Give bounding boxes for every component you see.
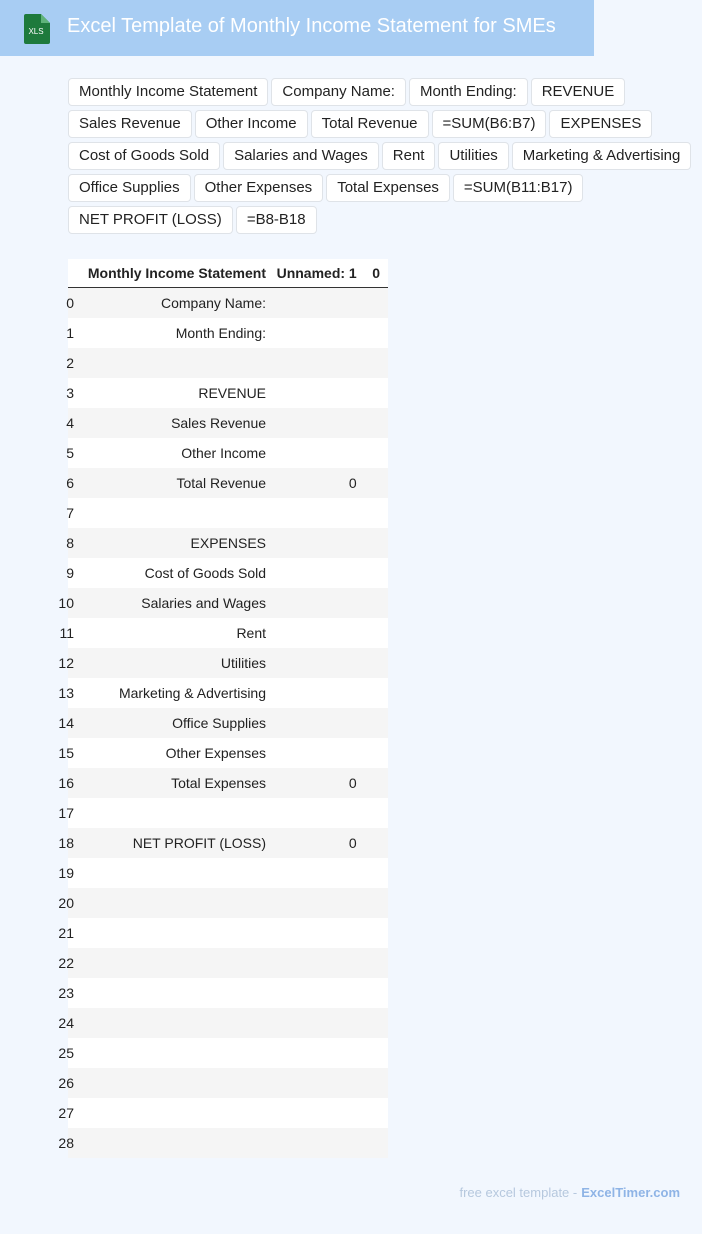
row-value-zero [363, 318, 388, 348]
row-value-zero [363, 918, 388, 948]
row-label: NET PROFIT (LOSS) [74, 828, 272, 858]
excel-file-icon [22, 14, 50, 44]
table-row [68, 378, 388, 408]
row-index: 25 [68, 1038, 74, 1068]
table-row [68, 678, 388, 708]
row-value-zero [363, 408, 388, 438]
row-value-unnamed-1 [272, 948, 363, 978]
row-value-unnamed-1 [272, 498, 363, 528]
tag-item[interactable]: Other Income [195, 110, 308, 138]
table-row [68, 1098, 388, 1128]
column-header-unnamed-1: Unnamed: 1 [272, 259, 363, 288]
row-index: 4 [68, 408, 74, 438]
tag-item[interactable]: Total Revenue [311, 110, 429, 138]
tag-item[interactable]: Marketing & Advertising [512, 142, 692, 170]
page-title: Excel Template of Monthly Income Statement for SMEs [67, 15, 556, 37]
row-label: Marketing & Advertising [74, 678, 272, 708]
row-index: 5 [68, 438, 74, 468]
row-value-zero [363, 978, 388, 1008]
row-value-unnamed-1: 0 [272, 768, 363, 798]
row-label: Other Income [74, 438, 272, 468]
table-row [68, 918, 388, 948]
row-label [74, 858, 272, 888]
row-index: 18 [68, 828, 74, 858]
row-index: 26 [68, 1068, 74, 1098]
row-label: Month Ending: [74, 318, 272, 348]
row-index: 7 [68, 498, 74, 528]
row-label: Total Revenue [74, 468, 272, 498]
row-value-unnamed-1 [272, 1008, 363, 1038]
row-value-unnamed-1 [272, 378, 363, 408]
row-label: Other Expenses [74, 738, 272, 768]
table-row [68, 318, 388, 348]
row-index: 3 [68, 378, 74, 408]
row-index: 9 [68, 558, 74, 588]
table-row [68, 738, 388, 768]
row-value-unnamed-1 [272, 708, 363, 738]
table-row [68, 1008, 388, 1038]
row-index: 2 [68, 348, 74, 378]
row-value-zero [363, 858, 388, 888]
row-value-zero [363, 1008, 388, 1038]
row-label [74, 1008, 272, 1038]
row-value-unnamed-1 [272, 348, 363, 378]
row-label: Company Name: [74, 288, 272, 319]
row-value-unnamed-1 [272, 738, 363, 768]
row-label: Sales Revenue [74, 408, 272, 438]
row-value-zero [363, 1068, 388, 1098]
footer-text: free excel template - [459, 1185, 578, 1200]
table-row [68, 348, 388, 378]
row-value-zero [363, 648, 388, 678]
row-index: 24 [68, 1008, 74, 1038]
tag-item[interactable]: Rent [382, 142, 436, 170]
row-index: 13 [68, 678, 74, 708]
row-value-zero [363, 1098, 388, 1128]
row-index: 20 [68, 888, 74, 918]
row-value-unnamed-1 [272, 1038, 363, 1068]
table-header-row [68, 259, 388, 288]
tag-item[interactable]: Monthly Income Statement [68, 78, 268, 106]
row-value-unnamed-1 [272, 408, 363, 438]
row-value-unnamed-1 [272, 648, 363, 678]
row-index: 19 [68, 858, 74, 888]
row-label: Office Supplies [74, 708, 272, 738]
tag-item[interactable]: REVENUE [531, 78, 626, 106]
table-row [68, 1038, 388, 1068]
table-row [68, 948, 388, 978]
row-value-zero [363, 618, 388, 648]
tag-item[interactable]: Utilities [438, 142, 508, 170]
tag-item[interactable]: Salaries and Wages [223, 142, 379, 170]
row-value-unnamed-1 [272, 798, 363, 828]
row-value-unnamed-1 [272, 978, 363, 1008]
row-index: 0 [68, 288, 74, 319]
table-row [68, 648, 388, 678]
row-index: 22 [68, 948, 74, 978]
row-value-zero [363, 1038, 388, 1068]
row-value-zero [363, 768, 388, 798]
table-row [68, 498, 388, 528]
tag-item[interactable]: =B8-B18 [236, 206, 317, 234]
row-value-zero [363, 888, 388, 918]
row-value-zero [363, 558, 388, 588]
table-row [68, 558, 388, 588]
row-label [74, 798, 272, 828]
row-index: 8 [68, 528, 74, 558]
tag-item[interactable]: Total Expenses [326, 174, 450, 202]
row-label [74, 888, 272, 918]
row-value-unnamed-1 [272, 888, 363, 918]
row-index: 27 [68, 1098, 74, 1128]
row-value-unnamed-1 [272, 1068, 363, 1098]
row-label [74, 1098, 272, 1128]
column-header-statement: Monthly Income Statement [74, 259, 272, 288]
row-value-unnamed-1 [272, 318, 363, 348]
table-row [68, 978, 388, 1008]
table-row [68, 798, 388, 828]
table-row [68, 768, 388, 798]
row-value-zero [363, 708, 388, 738]
row-value-unnamed-1 [272, 1098, 363, 1128]
row-label [74, 1068, 272, 1098]
table-row [68, 858, 388, 888]
row-label [74, 1038, 272, 1068]
row-label: Rent [74, 618, 272, 648]
row-index: 12 [68, 648, 74, 678]
row-value-unnamed-1 [272, 918, 363, 948]
row-value-zero [363, 588, 388, 618]
row-label [74, 948, 272, 978]
table-row [68, 888, 388, 918]
row-value-zero [363, 378, 388, 408]
table-row [68, 618, 388, 648]
row-label: Salaries and Wages [74, 588, 272, 618]
row-label [74, 348, 272, 378]
row-value-unnamed-1 [272, 588, 363, 618]
data-table [58, 259, 388, 1158]
row-value-unnamed-1 [272, 558, 363, 588]
row-index: 21 [68, 918, 74, 948]
tag-item[interactable]: =SUM(B6:B7) [432, 110, 547, 138]
table-row [68, 828, 388, 858]
row-label: Total Expenses [74, 768, 272, 798]
svg-text:XLS: XLS [28, 27, 44, 36]
tag-item[interactable]: =SUM(B11:B17) [453, 174, 584, 202]
table-row [68, 288, 388, 319]
row-index: 23 [68, 978, 74, 1008]
row-value-zero [363, 738, 388, 768]
page-header [0, 0, 594, 56]
row-label: Cost of Goods Sold [74, 558, 272, 588]
row-value-zero [363, 528, 388, 558]
row-value-zero [363, 468, 388, 498]
table-row [68, 438, 388, 468]
row-value-zero [363, 438, 388, 468]
row-label: EXPENSES [74, 528, 272, 558]
row-index: 6 [68, 468, 74, 498]
table-row [68, 588, 388, 618]
row-value-unnamed-1 [272, 618, 363, 648]
row-value-zero [363, 948, 388, 978]
row-value-unnamed-1 [272, 678, 363, 708]
tag-item[interactable]: Company Name: [271, 78, 406, 106]
row-value-zero [363, 288, 388, 319]
tag-item[interactable]: NET PROFIT (LOSS) [68, 206, 233, 234]
row-index: 17 [68, 798, 74, 828]
footer [459, 1185, 680, 1200]
row-value-zero [363, 798, 388, 828]
row-value-unnamed-1 [272, 288, 363, 319]
row-label [74, 498, 272, 528]
row-index: 14 [68, 708, 74, 738]
row-index: 11 [68, 618, 74, 648]
row-value-zero [363, 828, 388, 858]
tag-item[interactable]: EXPENSES [549, 110, 652, 138]
footer-brand-link[interactable]: ExcelTimer.com [581, 1185, 680, 1200]
table-row [68, 1068, 388, 1098]
row-value-unnamed-1 [272, 1128, 363, 1158]
row-value-unnamed-1 [272, 858, 363, 888]
column-header-zero: 0 [363, 259, 388, 288]
row-value-zero [363, 678, 388, 708]
row-value-unnamed-1: 0 [272, 468, 363, 498]
table-row [68, 708, 388, 738]
row-label: Utilities [74, 648, 272, 678]
row-label: REVENUE [74, 378, 272, 408]
row-value-zero [363, 348, 388, 378]
row-value-zero [363, 1128, 388, 1158]
row-index: 28 [68, 1128, 74, 1158]
tag-item[interactable]: Office Supplies [68, 174, 191, 202]
row-index: 1 [68, 318, 74, 348]
row-value-unnamed-1: 0 [272, 828, 363, 858]
row-label [74, 1128, 272, 1158]
row-label [74, 978, 272, 1008]
row-index: 10 [68, 588, 74, 618]
tag-item[interactable]: Other Expenses [194, 174, 324, 202]
tag-item[interactable]: Sales Revenue [68, 110, 192, 138]
row-label [74, 918, 272, 948]
tag-list [68, 78, 692, 234]
table-row [68, 528, 388, 558]
table-row [68, 408, 388, 438]
row-value-zero [363, 498, 388, 528]
row-index: 15 [68, 738, 74, 768]
tag-item[interactable]: Cost of Goods Sold [68, 142, 220, 170]
table-row [68, 1128, 388, 1158]
tag-item[interactable]: Month Ending: [409, 78, 528, 106]
row-value-unnamed-1 [272, 438, 363, 468]
table-row [68, 468, 388, 498]
row-index: 16 [68, 768, 74, 798]
row-value-unnamed-1 [272, 528, 363, 558]
